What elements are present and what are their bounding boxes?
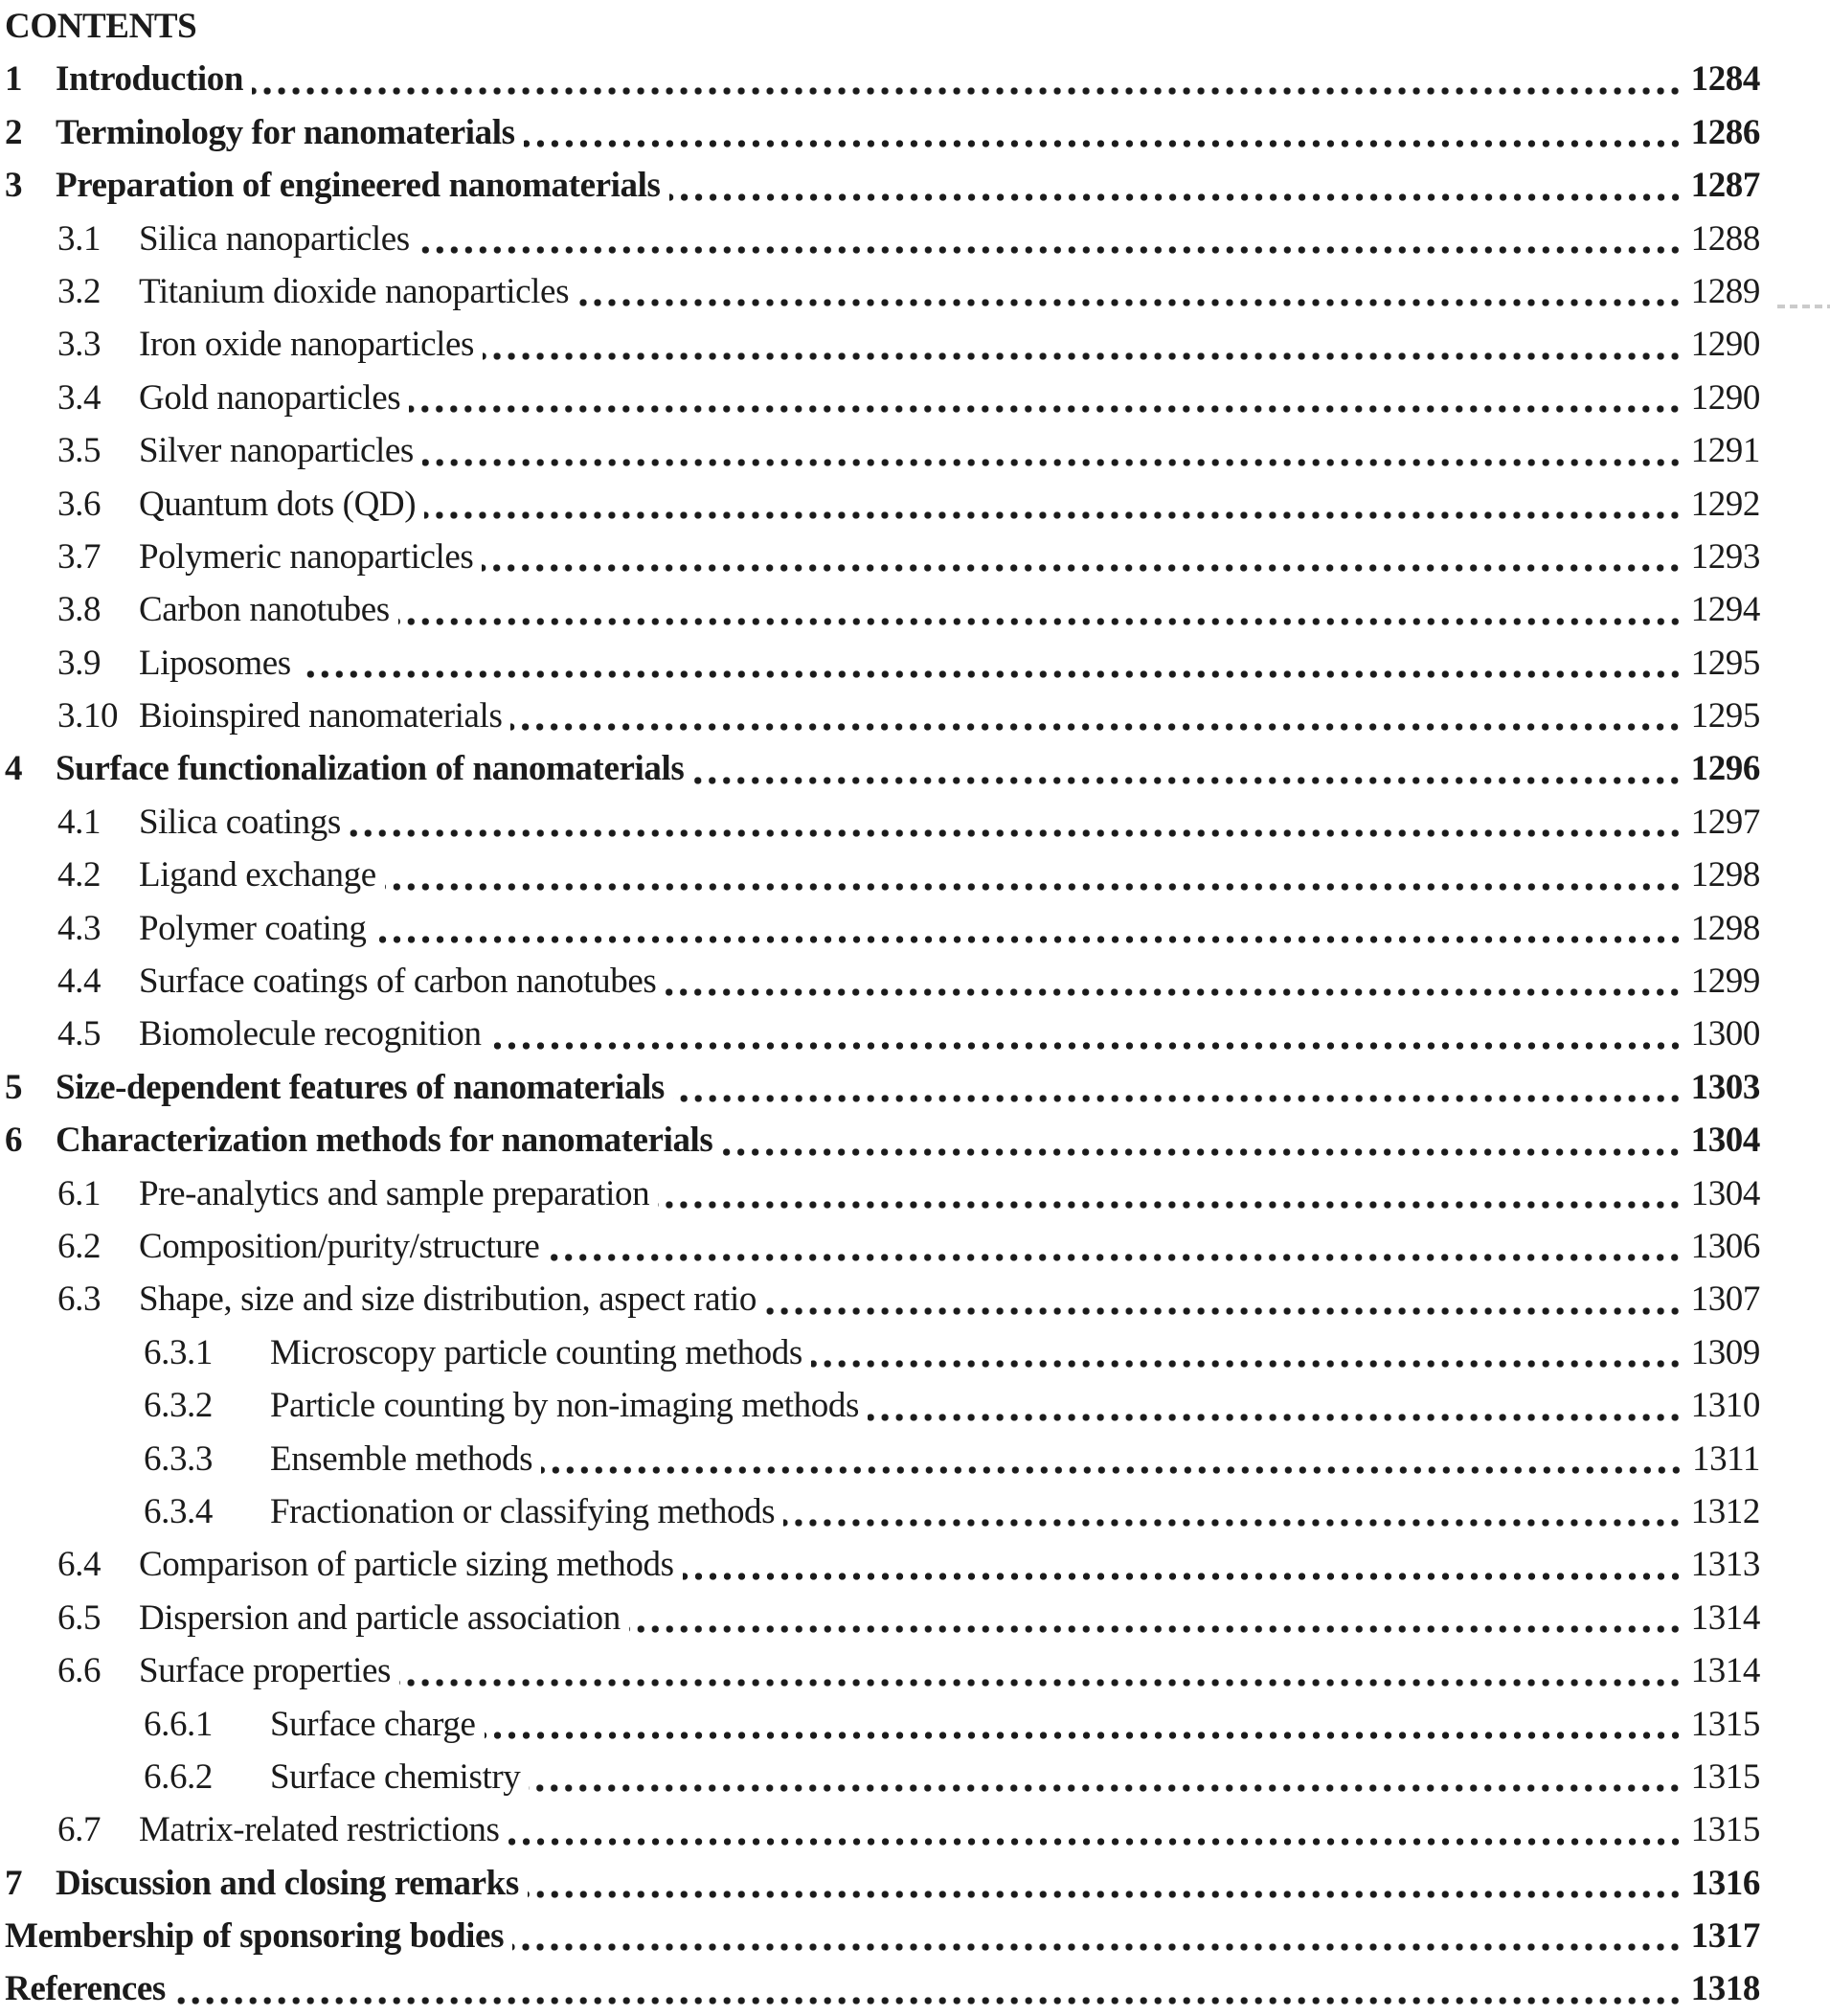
toc-entry-title: Iron oxide nanoparticles xyxy=(139,325,474,365)
toc-entry xyxy=(144,1326,1760,1379)
toc-entry-number: 3.1 xyxy=(57,218,102,259)
toc-entry-title: Composition/purity/structure xyxy=(139,1226,540,1266)
toc-entry xyxy=(5,1061,1760,1114)
toc-entry-title: Matrix-related restrictions xyxy=(139,1810,500,1850)
toc-entry-page: 1291 xyxy=(1690,431,1760,471)
dot-leader xyxy=(541,1466,1683,1474)
toc-list xyxy=(5,53,1760,2015)
toc-entry-title: Preparation of engineered nanomaterials xyxy=(56,166,661,206)
toc-entry-page: 1300 xyxy=(1690,1014,1760,1054)
toc-entry-number: 4.3 xyxy=(57,908,102,948)
dot-leader xyxy=(629,1625,1683,1633)
toc-entry-title: Bioinspired nanomaterials xyxy=(139,696,503,736)
dot-leader xyxy=(385,883,1683,891)
toc-entry-number: 6.6 xyxy=(57,1651,102,1691)
toc-entry-number: 2 xyxy=(5,112,23,152)
toc-entry-page: 1310 xyxy=(1690,1386,1760,1426)
toc-entry-number: 6.3.3 xyxy=(144,1438,214,1479)
toc-entry-title: Membership of sponsoring bodies xyxy=(5,1916,505,1957)
toc-entry-page: 1315 xyxy=(1690,1704,1760,1744)
toc-entry-title: Gold nanoparticles xyxy=(139,377,401,418)
toc-entry-title: Polymer coating xyxy=(139,908,367,948)
toc-entry-number: 6.1 xyxy=(57,1173,102,1213)
dot-leader xyxy=(524,140,1683,147)
toc-entry-page: 1307 xyxy=(1690,1280,1760,1320)
toc-entry-page: 1296 xyxy=(1690,749,1760,789)
toc-entry xyxy=(57,1592,1760,1644)
toc-entry-page: 1314 xyxy=(1690,1651,1760,1691)
toc-entry-page: 1286 xyxy=(1690,112,1760,152)
dot-leader xyxy=(350,829,1683,837)
toc-entry-number: 6.6.1 xyxy=(144,1704,214,1744)
toc-entry-page: 1295 xyxy=(1690,696,1760,736)
toc-entry xyxy=(144,1485,1760,1538)
toc-entry xyxy=(57,1008,1760,1060)
toc-entry-page: 1293 xyxy=(1690,536,1760,577)
toc-entry-number: 3.4 xyxy=(57,377,102,418)
toc-entry-page: 1309 xyxy=(1690,1332,1760,1372)
toc-entry-title: Surface functionalization of nanomaterials xyxy=(56,749,685,789)
toc-entry-page: 1298 xyxy=(1690,908,1760,948)
toc-entry-page: 1313 xyxy=(1690,1545,1760,1585)
toc-entry xyxy=(57,637,1760,690)
toc-entry xyxy=(57,372,1760,424)
toc-entry-number: 4.4 xyxy=(57,962,102,1002)
toc-entry xyxy=(57,1644,1760,1697)
dot-leader xyxy=(485,1732,1683,1739)
toc-entry-title: Fractionation or classifying methods xyxy=(270,1491,776,1531)
toc-entry xyxy=(144,1433,1760,1485)
dot-leader xyxy=(673,1095,1683,1102)
dot-leader xyxy=(252,87,1683,95)
dot-leader xyxy=(721,1148,1682,1156)
toc-entry-title: Titanium dioxide nanoparticles xyxy=(139,271,570,311)
toc-entry-title: Shape, size and size distribution, aspect ratio xyxy=(139,1280,757,1320)
toc-entry-number: 6.2 xyxy=(57,1226,102,1266)
toc-entry-page: 1294 xyxy=(1690,590,1760,630)
toc-entry-title: Ensemble methods xyxy=(270,1438,533,1479)
toc-entry-page: 1315 xyxy=(1690,1810,1760,1850)
toc-entry-page: 1311 xyxy=(1691,1438,1760,1479)
toc-entry-title: Biomolecule recognition xyxy=(139,1014,482,1054)
dot-leader xyxy=(868,1414,1683,1421)
toc-entry xyxy=(57,318,1760,371)
dot-leader xyxy=(577,299,1683,306)
toc-entry-number: 3.7 xyxy=(57,536,102,577)
toc-entry-title: Introduction xyxy=(56,59,244,100)
toc-entry-page: 1299 xyxy=(1690,962,1760,1002)
toc-entry-number: 3.5 xyxy=(57,431,102,471)
toc-entry-number: 6.5 xyxy=(57,1597,102,1638)
scan-artifact-dashes xyxy=(1777,305,1830,308)
dot-leader xyxy=(174,1997,1683,2005)
toc-entry-page: 1304 xyxy=(1690,1121,1760,1161)
toc-entry-number: 3.3 xyxy=(57,325,102,365)
toc-entry xyxy=(57,1273,1760,1325)
toc-entry-page: 1288 xyxy=(1690,218,1760,259)
toc-entry-title: Comparison of particle sizing methods xyxy=(139,1545,674,1585)
toc-entry-title: Particle counting by non-imaging methods xyxy=(270,1386,859,1426)
toc-entry-title: Pre-analytics and sample preparation xyxy=(139,1173,650,1213)
toc-entry xyxy=(5,1857,1760,1910)
toc-entry xyxy=(144,1751,1760,1803)
toc-entry-number: 3.9 xyxy=(57,643,102,683)
toc-entry-title: Silica coatings xyxy=(139,802,341,842)
dot-leader xyxy=(510,723,1682,731)
toc-entry xyxy=(5,1114,1760,1167)
dot-leader xyxy=(783,1519,1682,1527)
dot-leader xyxy=(658,1201,1682,1209)
toc-entry-number: 6.4 xyxy=(57,1545,102,1585)
toc-entry-page: 1304 xyxy=(1690,1173,1760,1213)
toc-entry-title: Terminology for nanomaterials xyxy=(56,112,515,152)
dot-leader xyxy=(398,618,1683,625)
dot-leader xyxy=(529,1784,1682,1792)
toc-entry-page: 1287 xyxy=(1690,166,1760,206)
toc-entry xyxy=(57,1803,1760,1856)
dot-leader xyxy=(811,1360,1683,1368)
dot-leader xyxy=(528,1891,1683,1898)
toc-entry-number: 4.1 xyxy=(57,802,102,842)
toc-entry xyxy=(5,742,1760,795)
toc-entry xyxy=(5,1962,1760,2015)
toc-entry-title: Surface chemistry xyxy=(270,1756,521,1797)
toc-entry xyxy=(57,796,1760,849)
contents-heading: CONTENTS xyxy=(5,7,197,46)
toc-entry xyxy=(57,531,1760,583)
toc-entry-number: 6.3.4 xyxy=(144,1491,214,1531)
toc-entry-number: 3.8 xyxy=(57,590,102,630)
toc-entry-number: 6.3.2 xyxy=(144,1386,214,1426)
toc-entry xyxy=(144,1698,1760,1751)
toc-entry xyxy=(57,1167,1760,1220)
toc-entry-page: 1306 xyxy=(1690,1226,1760,1266)
toc-entry-title: Surface coatings of carbon nanotubes xyxy=(139,962,657,1002)
toc-entry-number: 3.2 xyxy=(57,271,102,311)
toc-entry xyxy=(5,106,1760,159)
toc-entry-title: Microscopy particle counting methods xyxy=(270,1332,802,1372)
toc-entry-number: 4.2 xyxy=(57,855,102,895)
dot-leader xyxy=(490,1042,1683,1050)
toc-entry-page: 1318 xyxy=(1690,1969,1760,2009)
toc-entry-number: 6.6.2 xyxy=(144,1756,214,1797)
toc-entry-page: 1290 xyxy=(1690,377,1760,418)
toc-entry-title: References xyxy=(5,1969,166,2009)
toc-entry-number: 6 xyxy=(5,1121,23,1161)
toc-entry xyxy=(5,1910,1760,1962)
toc-entry xyxy=(57,424,1760,477)
dot-leader xyxy=(508,1838,1683,1846)
toc-entry-title: Polymeric nanoparticles xyxy=(139,536,474,577)
toc-entry-page: 1317 xyxy=(1690,1916,1760,1957)
toc-entry-page: 1303 xyxy=(1690,1067,1760,1107)
toc-entry xyxy=(57,690,1760,742)
toc-entry xyxy=(57,213,1760,265)
toc-entry-title: Quantum dots (QD) xyxy=(139,484,417,524)
toc-entry-title: Silica nanoparticles xyxy=(139,218,410,259)
toc-entry-title: Silver nanoparticles xyxy=(139,431,414,471)
dot-leader xyxy=(512,1943,1683,1951)
toc-entry-page: 1315 xyxy=(1690,1756,1760,1797)
toc-entry-number: 3 xyxy=(5,166,23,206)
toc-entry-page: 1316 xyxy=(1690,1863,1760,1903)
toc-entry-page: 1292 xyxy=(1690,484,1760,524)
toc-entry-page: 1297 xyxy=(1690,802,1760,842)
toc-entry-title: Characterization methods for nanomaterials xyxy=(56,1121,713,1161)
dot-leader xyxy=(422,459,1683,466)
toc-entry-page: 1298 xyxy=(1690,855,1760,895)
toc-entry-number: 6.3 xyxy=(57,1280,102,1320)
toc-entry xyxy=(5,159,1760,212)
toc-entry-number: 6.3.1 xyxy=(144,1332,214,1372)
toc-entry xyxy=(57,849,1760,901)
toc-entry-page: 1289 xyxy=(1690,271,1760,311)
dot-leader xyxy=(683,1573,1683,1580)
dot-leader xyxy=(375,936,1683,943)
toc-entry-title: Discussion and closing remarks xyxy=(56,1863,519,1903)
dot-leader xyxy=(692,777,1682,784)
toc-entry-number: 7 xyxy=(5,1863,23,1903)
dot-leader xyxy=(482,564,1682,572)
dot-leader xyxy=(548,1254,1682,1261)
toc-entry-number: 6.7 xyxy=(57,1810,102,1850)
toc-entry-number: 3.6 xyxy=(57,484,102,524)
toc-entry xyxy=(5,53,1760,105)
toc-entry xyxy=(144,1379,1760,1432)
dot-leader xyxy=(418,246,1683,254)
toc-entry-page: 1312 xyxy=(1690,1491,1760,1531)
toc-entry-page: 1284 xyxy=(1690,59,1760,100)
toc-entry-title: Carbon nanotubes xyxy=(139,590,390,630)
toc-entry-title: Dispersion and particle association xyxy=(139,1597,621,1638)
toc-entry xyxy=(57,265,1760,318)
toc-entry-title: Size-dependent features of nanomaterials xyxy=(56,1067,665,1107)
toc-entry-page: 1314 xyxy=(1690,1597,1760,1638)
toc-entry-title: Surface properties xyxy=(139,1651,391,1691)
toc-entry-number: 4 xyxy=(5,749,23,789)
dot-leader xyxy=(424,511,1682,519)
toc-entry-number: 5 xyxy=(5,1067,23,1107)
dot-leader xyxy=(483,352,1683,360)
toc-entry-page: 1295 xyxy=(1690,643,1760,683)
contents-page xyxy=(5,0,1760,2016)
toc-entry xyxy=(57,902,1760,955)
toc-entry-title: Ligand exchange xyxy=(139,855,376,895)
dot-leader xyxy=(409,405,1682,413)
dot-leader xyxy=(300,670,1683,678)
toc-entry-number: 4.5 xyxy=(57,1014,102,1054)
toc-entry-number: 1 xyxy=(5,59,23,100)
dot-leader xyxy=(669,193,1683,201)
toc-entry xyxy=(57,1220,1760,1273)
toc-entry-page: 1290 xyxy=(1690,325,1760,365)
toc-entry-title: Liposomes xyxy=(139,643,291,683)
dot-leader xyxy=(665,988,1682,996)
toc-entry xyxy=(57,583,1760,636)
toc-entry-number: 3.10 xyxy=(57,696,119,736)
toc-entry-title: Surface charge xyxy=(270,1704,476,1744)
dot-leader xyxy=(765,1307,1683,1315)
toc-entry xyxy=(57,955,1760,1008)
dot-leader xyxy=(399,1679,1683,1687)
toc-entry xyxy=(57,1538,1760,1591)
toc-entry xyxy=(57,478,1760,531)
